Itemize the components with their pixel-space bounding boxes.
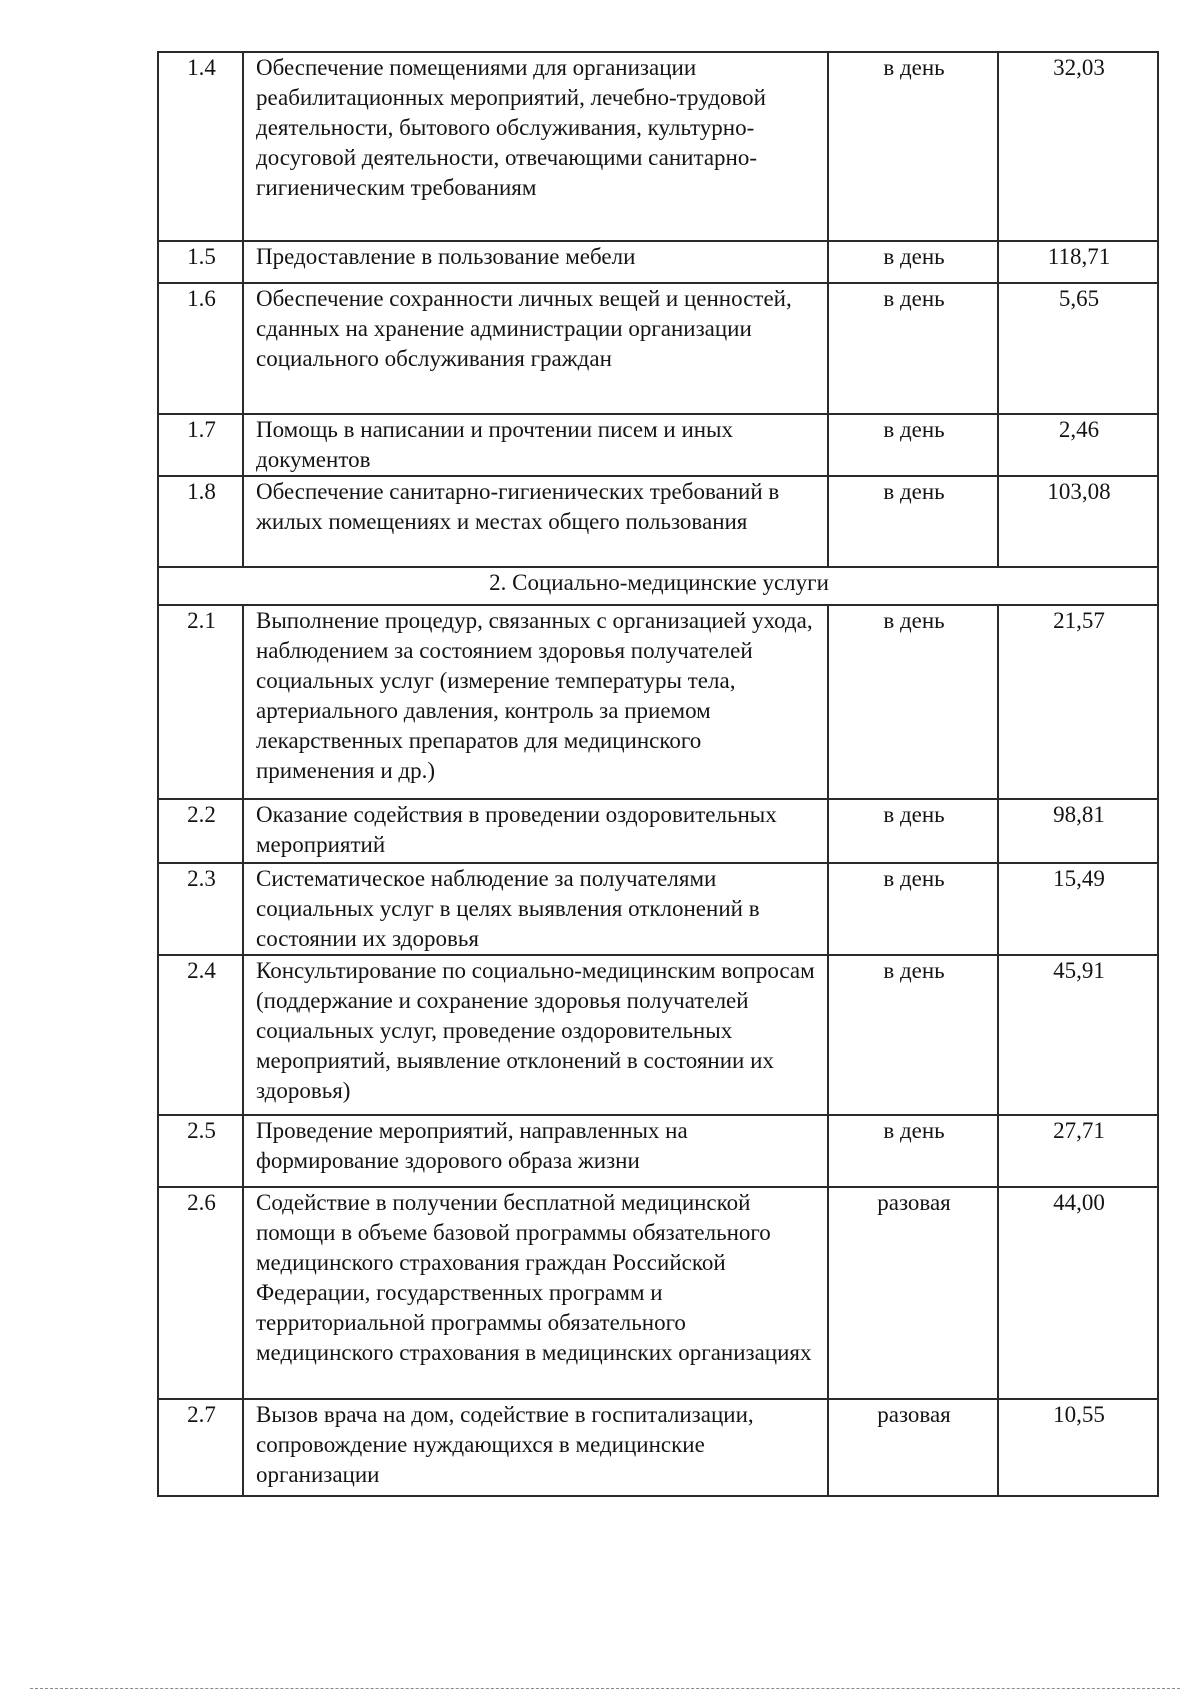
table-row [158, 863, 1158, 955]
row-number: 1.6 [158, 283, 243, 414]
row-number: 2.4 [158, 955, 243, 1115]
service-description: Оказание содействия в проведении оздоровительных мероприятий [243, 799, 828, 863]
service-price: 2,46 [998, 414, 1158, 476]
service-price: 103,08 [998, 476, 1158, 567]
table-row [158, 1115, 1158, 1187]
table-row [158, 476, 1158, 567]
service-description: Вызов врача на дом, содействие в госпитализации, сопровождение нуждающихся в медицинские организации [243, 1399, 828, 1496]
service-price: 5,65 [998, 283, 1158, 414]
row-number: 2.3 [158, 863, 243, 955]
services-price-table [157, 51, 1159, 1497]
service-description: Помощь в написании и прочтении писем и иных документов [243, 414, 828, 476]
unit-of-measure: в день [828, 1115, 998, 1187]
table-row [158, 955, 1158, 1115]
unit-of-measure: в день [828, 241, 998, 283]
table-row [158, 241, 1158, 283]
section-header-row [158, 567, 1158, 605]
service-price: 15,49 [998, 863, 1158, 955]
service-description: Обеспечение санитарно-гигиенических требований в жилых помещениях и местах общего пользования [243, 476, 828, 567]
service-description: Обеспечение помещениями для организации реабилитационных мероприятий, лечебно-трудовой деятельности, бытового обслуживания, культурно-досуговой деятельности, отвечающими санитарно-гигиеническим требованиям [243, 52, 828, 241]
unit-of-measure: в день [828, 863, 998, 955]
section-title: 2. Социально-медицинские услуги [158, 567, 1158, 605]
table-row [158, 1399, 1158, 1496]
unit-of-measure: в день [828, 955, 998, 1115]
service-description: Содействие в получении бесплатной медицинской помощи в объеме базовой программы обязательного медицинского страхования граждан Российской Федерации, государственных программ и территориальной программы обязательного медицинского страхования в медицинских организациях [243, 1187, 828, 1399]
row-number: 2.5 [158, 1115, 243, 1187]
table-row [158, 283, 1158, 414]
service-price: 32,03 [998, 52, 1158, 241]
table-row [158, 1187, 1158, 1399]
unit-of-measure: в день [828, 52, 998, 241]
service-price: 21,57 [998, 605, 1158, 799]
service-description: Проведение мероприятий, направленных на формирование здорового образа жизни [243, 1115, 828, 1187]
unit-of-measure: в день [828, 799, 998, 863]
table-row [158, 52, 1158, 241]
unit-of-measure: в день [828, 476, 998, 567]
service-description: Систематическое наблюдение за получателями социальных услуг в целях выявления отклонений в состоянии их здоровья [243, 863, 828, 955]
service-price: 98,81 [998, 799, 1158, 863]
service-price: 44,00 [998, 1187, 1158, 1399]
service-description: Обеспечение сохранности личных вещей и ценностей, сданных на хранение администрации организации социального обслуживания граждан [243, 283, 828, 414]
row-number: 1.4 [158, 52, 243, 241]
table-row [158, 799, 1158, 863]
row-number: 2.7 [158, 1399, 243, 1496]
row-number: 1.8 [158, 476, 243, 567]
unit-of-measure: разовая [828, 1187, 998, 1399]
unit-of-measure: разовая [828, 1399, 998, 1496]
table-row [158, 605, 1158, 799]
service-description: Предоставление в пользование мебели [243, 241, 828, 283]
unit-of-measure: в день [828, 605, 998, 799]
row-number: 2.6 [158, 1187, 243, 1399]
row-number: 2.2 [158, 799, 243, 863]
service-price: 10,55 [998, 1399, 1158, 1496]
service-price: 118,71 [998, 241, 1158, 283]
service-price: 45,91 [998, 955, 1158, 1115]
row-number: 1.5 [158, 241, 243, 283]
service-price: 27,71 [998, 1115, 1158, 1187]
unit-of-measure: в день [828, 414, 998, 476]
row-number: 1.7 [158, 414, 243, 476]
table-row [158, 414, 1158, 476]
row-number: 2.1 [158, 605, 243, 799]
unit-of-measure: в день [828, 283, 998, 414]
page-bottom-divider [30, 1688, 1180, 1689]
service-description: Выполнение процедур, связанных с организацией ухода, наблюдением за состоянием здоровья получателей социальных услуг (измерение температуры тела, артериального давления, контроль за приемом лекарственных препаратов для медицинского применения и др.) [243, 605, 828, 799]
service-description: Консультирование по социально-медицинским вопросам (поддержание и сохранение здоровья получателей социальных услуг, проведение оздоровительных мероприятий, выявление отклонений в состоянии их здоровья) [243, 955, 828, 1115]
